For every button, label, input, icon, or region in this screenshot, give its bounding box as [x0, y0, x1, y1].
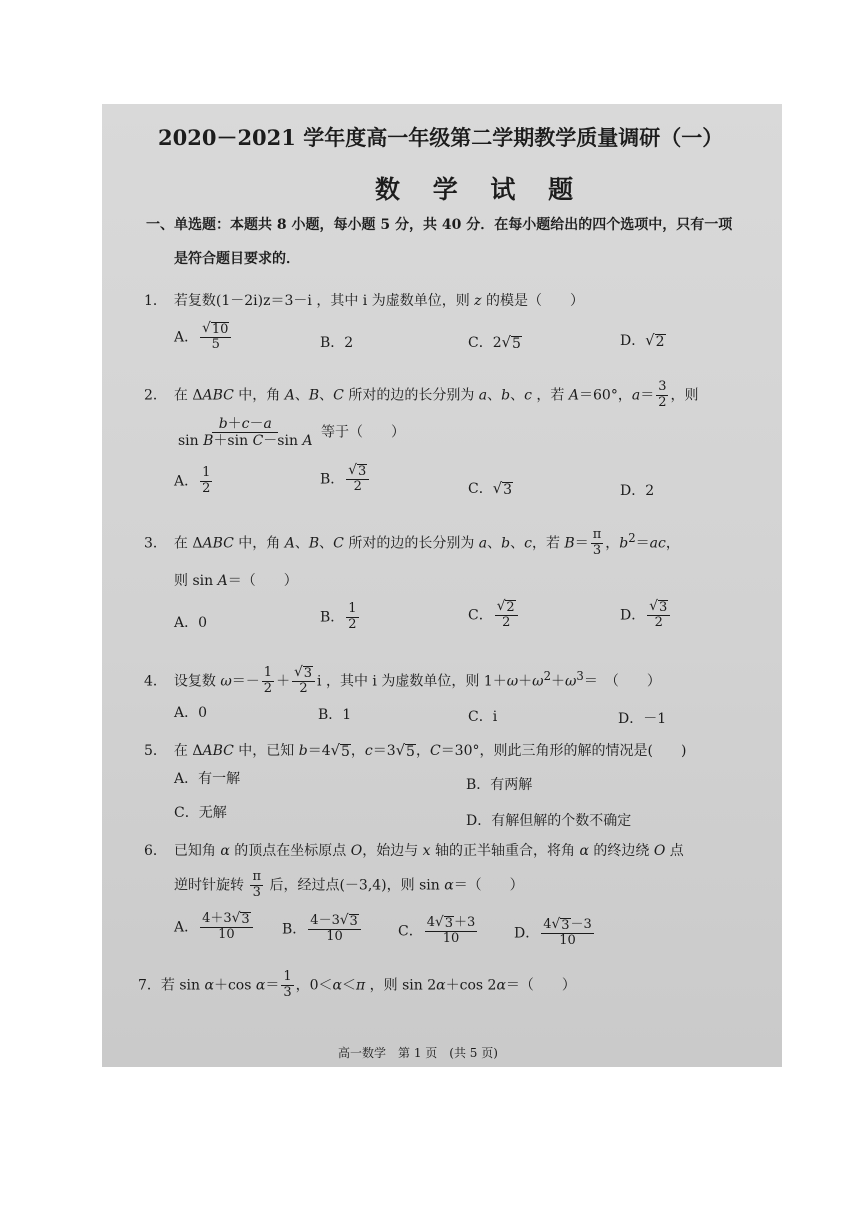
q2-option-b: B． √ 3 2 [320, 464, 371, 495]
q1-option-c: C．2 √ 5 [468, 334, 521, 352]
q5-option-d: D．有解但解的个数不确定 [466, 813, 632, 829]
question-6: 6． 已知角 α 的顶点在坐标原点 O，始边与 x 轴的正半轴重合，将角 α 的终边绕 O 点 [144, 843, 684, 859]
q6-option-c: C． 4 √ 3 ＋3 10 [398, 914, 476, 947]
q2-option-c: C． √ 3 [468, 480, 512, 498]
q3-option-b: B． $\frac{1}{2}$ [320, 601, 357, 632]
question-7: 7．若 sin α＋cos α＝ $\frac{1}{3}$ ，0＜α＜π ，则 sin 2α＋cos 2α＝（ ） [138, 969, 576, 1000]
question-6-line2: 逆时针旋转 $\frac{\pi}{3}$ 后，经过点(－3,4)，则 sin α＝（ ） [174, 869, 524, 900]
question-1: 1． 若复数(1－2i)z＝3－i ，其中 i 为虚数单位，则 z 的模是（ ） [144, 293, 585, 309]
question-2: 2． 在 ΔABC 中，角 A、B、C 所对的边的长分别为 a、b、c ，若 A＝60°，a＝ $\frac{3}{2}$ ，则 [144, 379, 699, 410]
question-5: 5． 在 ΔABC 中，已知 b＝4 √ 5 ，c＝3 √ 5 ，C＝30°，则此三角形的解的情况是( ) [144, 742, 687, 760]
question-3: 3． 在 ΔABC 中，角 A、B、C 所对的边的长分别为 a、b、c，若 B＝ $\frac{\pi}{3}$ ，$b^2=ac$， [144, 527, 680, 558]
exam-title: 2020－2021 学年度高一年级第二学期教学质量调研（一） [158, 125, 724, 150]
section-instructions-line2: 是符合题目要求的． [174, 251, 300, 267]
q2-option-d: D．2 [620, 483, 655, 499]
q4-option-d: D．－1 [618, 711, 667, 727]
q3-option-c: C． √ 2 2 [468, 600, 520, 631]
q1-option-d: D． √ 2 [620, 332, 665, 350]
q4-option-c: C．i [468, 709, 498, 725]
q4-option-b: B．1 [318, 707, 352, 723]
q3-option-d: D． √ 3 2 [620, 600, 672, 631]
section-instructions-line1: 一、单选题：本题共 8 小题，每小题 5 分，共 40 分．在每小题给出的四个选项中，只有一项 [146, 217, 733, 233]
q6-option-d: D． 4 √ 3 －3 10 [514, 916, 592, 949]
question-3-line2: 则 sin A＝（ ） [174, 573, 298, 589]
q5-option-a: A．有一解 [174, 771, 241, 787]
q5-option-c: C．无解 [174, 805, 227, 821]
q6-option-b: B． 4－3 √ 3 10 [282, 914, 363, 945]
q4-option-a: A．0 [174, 705, 208, 721]
question-4: 4． 设复数 ω＝－ $\frac{1}{2}$ ＋ √ 3 2 i ，其中 i 为虚数单位，则 $1+\omega+\omega^2+\omega^3=$ （ ） [144, 664, 661, 697]
q2-option-a: A． $\frac{1}{2}$ [174, 465, 211, 496]
q1-option-b: B．2 [320, 335, 354, 351]
exam-subtitle: 数 学 试 题 [375, 175, 586, 204]
question-2-expression: $\frac{b+c-a}{\text{sin B＋sin C－sin A}}$ 等于（ ） [178, 416, 406, 450]
q1-option-a: A． √ 10 5 [174, 322, 233, 353]
q5-option-b: B．有两解 [466, 777, 533, 793]
q6-option-a: A． 4＋3 √ 3 10 [174, 912, 255, 943]
q3-option-a: A．0 [174, 615, 208, 631]
exam-paper [102, 104, 782, 1067]
page-footer: 高一数学 第 1 页 (共 5 页) [338, 1046, 498, 1060]
